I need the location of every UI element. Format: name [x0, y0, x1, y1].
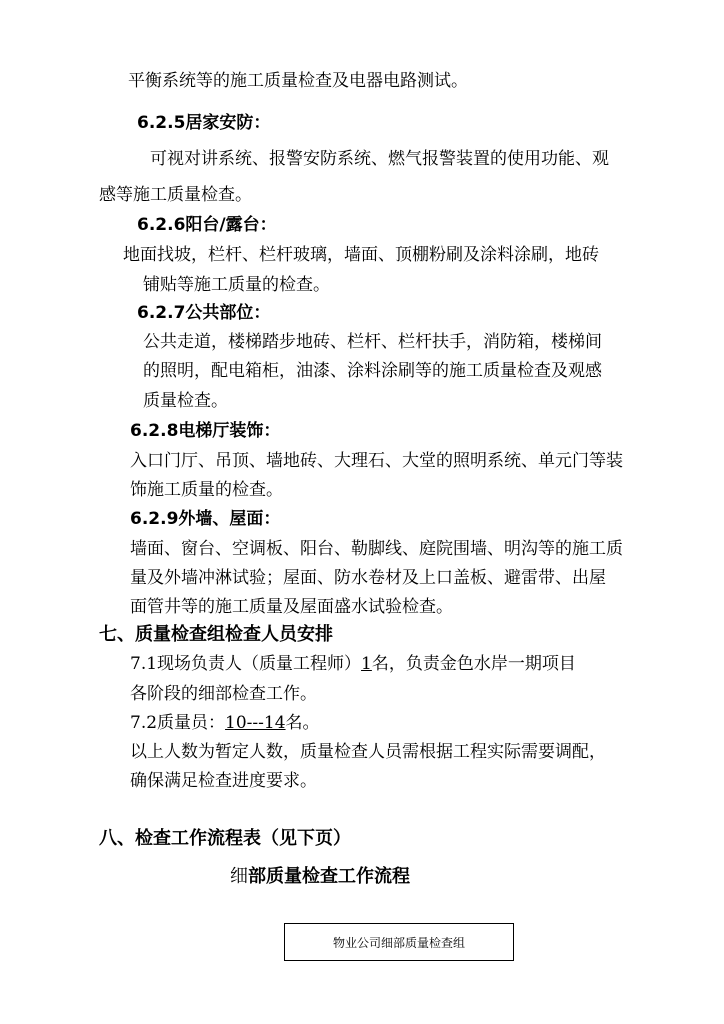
heading-6-2-7: 6.2.7公共部位： [137, 303, 271, 323]
text-line: 确保满足检查进度要求。 [130, 771, 317, 791]
item-7-1 [130, 653, 576, 675]
flow-title [230, 866, 410, 888]
item-7-1-count: 1 [361, 654, 372, 674]
item-7-2-post: 名。 [285, 713, 320, 733]
text-line: 铺贴等施工质量的检查。 [143, 275, 330, 295]
flow-title-prefix: 细 [230, 866, 248, 887]
text-line: 公共走道，楼梯踏步地砖、栏杆、栏杆扶手，消防箱，楼梯间 [143, 332, 602, 352]
item-7-2 [130, 712, 320, 734]
flow-title-rest: 部质量检查工作流程 [248, 866, 410, 887]
text-line: 的照明，配电箱柜，油漆、涂料涂刷等的施工质量检查及观感 [143, 361, 602, 381]
flow-box [284, 923, 514, 961]
text-line: 可视对讲系统、报警安防系统、燃气报警装置的使用功能、观 [150, 149, 609, 169]
section-7-title: 七、质量检查组检查人员安排 [99, 624, 333, 645]
section-8-title: 八、检查工作流程表（见下页） [99, 828, 351, 849]
text-line: 以上人数为暂定人数，质量检查人员需根据工程实际需要调配， [130, 742, 606, 762]
item-7-2-pre: 7.2质量员： [130, 713, 226, 733]
heading-6-2-9: 6.2.9外墙、屋面： [130, 509, 281, 529]
text-line: 质量检查。 [143, 391, 228, 411]
flow-box-label: 物业公司细部质量检查组 [332, 935, 465, 950]
heading-6-2-5: 6.2.5居家安防： [137, 113, 271, 133]
text-line: 量及外墙冲淋试验；屋面、防水卷材及上口盖板、避雷带、出屋 [130, 568, 606, 588]
item-7-1-post: 名，负责金色水岸一期项目 [371, 654, 576, 674]
text-line: 面管井等的施工质量及屋面盛水试验检查。 [130, 597, 453, 617]
item-7-1-pre: 7.1现场负责人（质量工程师） [130, 654, 362, 674]
heading-6-2-6: 6.2.6阳台/露台： [137, 215, 277, 235]
text-line: 地面找坡，栏杆、栏杆玻璃，墙面、顶棚粉刷及涂料涂刷，地砖 [123, 245, 599, 265]
text-line: 各阶段的细部检查工作。 [130, 684, 317, 704]
text-line: 平衡系统等的施工质量检查及电器电路测试。 [128, 71, 468, 91]
text-line: 感等施工质量检查。 [99, 185, 252, 205]
heading-6-2-8: 6.2.8电梯厅装饰： [130, 421, 281, 441]
item-7-2-count: 10---14 [225, 713, 286, 733]
text-line: 墙面、窗台、空调板、阳台、勒脚线、庭院围墙、明沟等的施工质 [130, 539, 623, 559]
text-line: 入口门厅、吊顶、墙地砖、大理石、大堂的照明系统、单元门等装 [130, 451, 623, 471]
text-line: 饰施工质量的检查。 [130, 480, 283, 500]
